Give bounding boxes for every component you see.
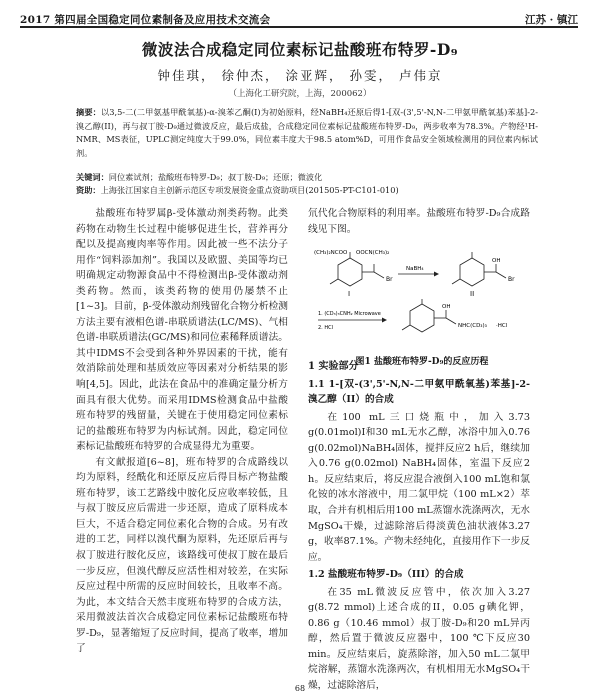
section-1-1-heading: 1.1 1-[双-(3',5'-N,N-二甲氨甲酰氧基)苯基]-2-溴乙醇（II）的合成 xyxy=(308,378,530,406)
keywords-label: 关键词： xyxy=(76,172,109,182)
compound-2-oh: OH xyxy=(492,258,501,264)
funding-label: 资助： xyxy=(76,185,101,195)
keywords-text: 同位素试剂；盐酸班布特罗-D₉；叔丁胺-D₉；还原；微波化 xyxy=(108,172,323,182)
compound-2-label: II xyxy=(470,290,475,298)
section-1-2-text: 在35 mL微波反应管中，依次加入3.27 g(8.72 mmol)上述合成的II，0.05 g碘化钾，0.86 g（10.46 mmol）叔丁胺-D₉和20 mL异丙醇，然后置于微波反应器中，100 ℃下反应30 min。反应结束后，旋蒸除溶，加入50 mL二氯甲烷溶解，蒸馏水洗涤两次，有机相用无水MgSO₄干燥，过滤除溶后， xyxy=(308,586,530,692)
keywords xyxy=(76,172,538,183)
running-header xyxy=(20,6,578,28)
compound-2-br: Br xyxy=(508,276,515,283)
funding xyxy=(76,185,538,196)
compound-3-hcl: ·HCl xyxy=(496,323,508,329)
section-1-1-text: 在100 mL三口烧瓶中，加入3.73 g(0.01mol)I和30 mL无水乙醇，冰浴中加入0.76 g(0.02mol)NaBH₄固体，搅拌反应2 h后，继续加入0.76 g(0.02mol) NaBH₄固体，室温下反应2 h。反应结束后，将反应混合液倒入100 mL饱和氯化铵的冰水溶液中，用二氯甲烷（100 mL×2）萃取，合并有机相后用100 mL蒸馏水洗涤两次，无水MgSO₄干燥，过滤除溶后得淡黄色油状液体3.27 g，收率87.1%。产物未经纯化，直接用作下一步反应。 xyxy=(308,411,530,563)
body-left-column xyxy=(76,206,288,657)
page-number: 68 xyxy=(294,684,306,693)
compound-3-oh: OH xyxy=(442,304,451,310)
figure-caption: 图1 盐酸班布特罗-D₉的反应历程 xyxy=(355,357,489,367)
reaction-scheme xyxy=(312,248,532,338)
abstract-text: 以3,5-二(二甲氨基甲酰氧基)-α-溴苯乙酮(I)为初始原料，经NaBH₄还原后得1-[双-(3',5'-N,N-二甲氨甲酰氧基)苯基]-2-溴乙醇(II)，再与叔丁胺-D₉通过微波反应，最后成盐，合成稳定同位素标记盐酸班布特罗-D₉，两步收率为78.3%。产物经¹H-NMR、MS表征，UPLC测定纯度大于99.0%，同位素丰度大于98.5 atom%D，可用作食品安全领域检测用的同位素内标试剂。 xyxy=(76,107,538,158)
intro-paragraph-2: 有文献报道[6~8]，班布特罗的合成路线以均为原料，经酰化和还原反应后得目标产物盐酸班布特罗，该工艺路线中胺化反应收率较低，且与叔丁胺反应后需进一步还原，造成了原料成本巨大，不适合稳定同位素化合物的合成。另有改进的工艺，同样以溴代酮为原料，先还原后再与叔丁胺进行胺化反应，该路线可使叔丁胺在最后一步反应，但溴代醇反应活性相对较差，在实际反应过程中所需的反应时间较长，且收率不高。为此，本文结合天然丰度班布特罗的合成方法，采用微波法首次合成稳定同位素标记盐酸班布特罗-D₉，显著缩短了反应时间，提高了收率，增加了 xyxy=(76,456,288,655)
conference-name: 2017 第四届全国稳定同位素制备及应用技术交流会 xyxy=(20,14,271,26)
abstract xyxy=(76,106,538,160)
compound-1-br: Br xyxy=(386,276,393,283)
intro-paragraph-1: 盐酸班布特罗属β-受体激动剂类药物。此类药物在动物生长过程中能够促进生长，营养再分配以及提高瘦肉率等作用。因此被一些不法分子用作“饲料添加剂”。我国以及欧盟、美国等均已明确规定动物源食品中不得检测出β-受体激动剂类药物。然而，该类药物的使用仍屡禁不止[1~3]。目前，β-受体激动剂残留化合物分析检测方法主要有液相色谱-串联质谱法(LC/MS)、气相色谱-串联质谱法(GC/MS)和同位素稀释质谱法。其中IDMS不会受到各种外界因素的干扰，能有效消除前处理和基质效应等因素对分析结果的影响[4,5]。因此，此法在食品中的准确定量分析方面具有很大优势。而采用IDMS检测食品中盐酸班布特罗的残留量，关键在于使用稳定同位素标记的盐酸班布特罗为内标试剂。因此，稳定同位素标记盐酸班布特罗的合成显得尤为重要。 xyxy=(76,208,288,453)
author-list: 钟佳琪， 徐仲杰， 涂亚辉， 孙雯， 卢伟京 xyxy=(157,68,443,83)
reagent-2a: 1. (CD₃)₃CNH₂ Microwave xyxy=(318,311,381,317)
compound-1-right-group: OOCN(CH₃)₂ xyxy=(356,250,390,256)
section-1-heading: 1 实验部分 xyxy=(308,361,359,373)
arrow-1-head xyxy=(434,272,439,277)
arrow-2-head xyxy=(382,318,387,323)
intro-paragraph-3: 氘代化合物原料的利用率。盐酸班布特罗-D₉合成路线见下图。 xyxy=(308,208,530,235)
section-1-2-heading: 1.2 盐酸班布特罗-D₉（III）的合成 xyxy=(308,569,464,581)
funding-text: 上海张江国家自主创新示范区专项发展资金重点资助项目(201505-PT-C101-010) xyxy=(100,185,399,195)
reagent-2b: 2. HCl xyxy=(318,325,333,331)
reagent-1: NaBH₄ xyxy=(406,266,424,272)
abstract-label: 摘要： xyxy=(76,107,101,117)
compound-1-structure xyxy=(330,252,384,286)
affiliation: （上海化工研究院，上海，200062） xyxy=(228,89,372,99)
compound-1-left-group: (CH₃)₂NCOO xyxy=(314,250,348,256)
conference-location: 江苏 · 镇江 xyxy=(525,14,578,26)
compound-1-label: I xyxy=(348,290,351,298)
paper-title: 微波法合成稳定同位素标记盐酸班布特罗-D₉ xyxy=(141,40,459,59)
compound-3-amine: NHC(CD₃)₃ xyxy=(458,323,487,329)
